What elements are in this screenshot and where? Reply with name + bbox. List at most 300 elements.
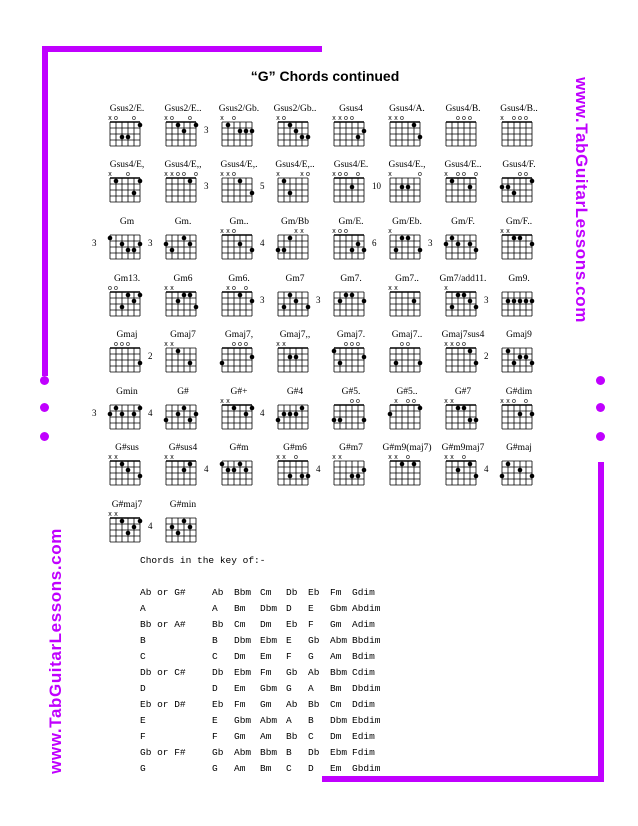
fretboard-grid — [162, 284, 202, 320]
chord-name: Gmaj7,, — [279, 330, 311, 340]
finger-dot — [500, 474, 505, 479]
key-chord: Gm — [234, 731, 246, 742]
chord-diagram — [260, 160, 320, 206]
fretboard-grid — [386, 397, 426, 433]
finger-dot — [120, 242, 125, 247]
chord-diagram — [326, 387, 376, 433]
open-string-mark: o — [114, 285, 118, 292]
chord-name: Gsus4/F. — [502, 160, 536, 170]
finger-dot — [238, 179, 243, 184]
muted-string-mark: x — [338, 454, 342, 461]
muted-string-mark: x — [332, 454, 336, 461]
fretboard-grid — [106, 284, 146, 320]
fretboard-grid — [162, 227, 202, 263]
chord-name: Gsus2/E.. — [164, 104, 202, 114]
key-chord: G — [286, 683, 292, 694]
fretboard-grid — [386, 284, 426, 320]
chord-diagram — [316, 274, 376, 320]
key-chord: E — [308, 603, 314, 614]
fretboard-grid — [218, 397, 258, 433]
finger-dot — [188, 418, 193, 423]
chord-diagram — [260, 217, 320, 263]
chord-name: G#m — [229, 443, 249, 453]
open-string-mark: o — [406, 454, 410, 461]
key-chord: Db — [286, 587, 298, 598]
finger-dot — [294, 412, 299, 417]
fretboard-grid — [330, 227, 370, 263]
open-string-mark: o — [350, 115, 354, 122]
open-string-mark: o — [400, 341, 404, 348]
key-chord: Gbm — [330, 603, 348, 614]
key-chord: Fm — [330, 587, 342, 598]
open-string-mark: o — [194, 171, 198, 178]
chord-diagram — [316, 443, 376, 489]
chord-diagram — [428, 217, 488, 263]
open-string-mark: o — [524, 115, 528, 122]
key-row — [140, 697, 396, 713]
finger-dot — [164, 242, 169, 247]
finger-dot — [474, 305, 479, 310]
chord-name: G#7 — [454, 387, 472, 397]
finger-dot — [138, 406, 143, 411]
fretboard-grid — [498, 397, 538, 433]
finger-dot — [232, 406, 237, 411]
finger-dot — [138, 179, 143, 184]
finger-dot — [126, 293, 131, 298]
key-chord: D — [286, 603, 292, 614]
key-chord: Bb — [286, 731, 298, 742]
key-row — [140, 585, 396, 601]
muted-string-mark: x — [500, 115, 504, 122]
finger-dot — [238, 293, 243, 298]
key-chord: Cm — [260, 587, 272, 598]
finger-dot — [182, 293, 187, 298]
finger-dot — [238, 242, 243, 247]
open-string-mark: o — [232, 171, 236, 178]
finger-dot — [194, 123, 199, 128]
chord-name: Gsus4/B.. — [500, 104, 538, 114]
key-chord: Dm — [330, 731, 342, 742]
finger-dot — [456, 242, 461, 247]
fretboard-grid — [442, 284, 482, 320]
key-chord: Bm — [260, 763, 272, 774]
finger-dot — [126, 135, 131, 140]
chord-diagram — [260, 274, 320, 320]
open-string-mark: o — [344, 115, 348, 122]
finger-dot — [226, 123, 231, 128]
fretboard-grid — [442, 114, 482, 150]
finger-dot — [288, 123, 293, 128]
fret-number: 4 — [148, 408, 153, 418]
chord-name: Gm7 — [285, 274, 305, 284]
key-chord: Fm — [260, 667, 272, 678]
finger-dot — [518, 299, 523, 304]
finger-dot — [450, 305, 455, 310]
chord-name: G#maj7 — [111, 500, 143, 510]
chord-diagram — [270, 104, 320, 150]
finger-dot — [412, 299, 417, 304]
finger-dot — [518, 355, 523, 360]
chord-name: Gm6 — [173, 274, 193, 284]
key-chord: C — [286, 763, 292, 774]
fretboard-grid — [498, 340, 538, 376]
chord-diagram — [92, 217, 152, 263]
muted-string-mark: x — [388, 228, 392, 235]
key-chord: Gb — [308, 635, 320, 646]
muted-string-mark: x — [170, 171, 174, 178]
key-chord: Edim — [352, 731, 375, 742]
finger-dot — [120, 305, 125, 310]
fret-number: 4 — [484, 464, 489, 474]
fret-number: 3 — [316, 295, 321, 305]
key-chord: E — [212, 715, 218, 726]
open-string-mark: o — [232, 228, 236, 235]
finger-dot — [468, 349, 473, 354]
finger-dot — [356, 474, 361, 479]
open-string-mark: o — [344, 171, 348, 178]
muted-string-mark: x — [114, 454, 118, 461]
finger-dot — [194, 412, 199, 417]
open-string-mark: o — [412, 398, 416, 405]
key-name: Gb or F# — [140, 747, 186, 758]
key-name: A — [140, 603, 146, 614]
chord-diagram — [158, 104, 208, 150]
chord-diagram — [148, 217, 208, 263]
open-string-mark: o — [126, 171, 130, 178]
finger-dot — [282, 305, 287, 310]
muted-string-mark: x — [226, 228, 230, 235]
open-string-mark: o — [462, 115, 466, 122]
open-string-mark: o — [406, 341, 410, 348]
dot-left-2 — [40, 403, 49, 412]
finger-dot — [120, 412, 125, 417]
open-string-mark: o — [524, 398, 528, 405]
chord-diagram — [102, 160, 152, 206]
finger-dot — [300, 474, 305, 479]
fretboard-grid — [274, 170, 314, 206]
key-chord: B — [286, 747, 292, 758]
key-chord: Ddim — [352, 699, 375, 710]
chord-diagram — [102, 104, 152, 150]
open-string-mark: o — [456, 171, 460, 178]
frame-bar-right — [598, 462, 604, 782]
open-string-mark: o — [474, 171, 478, 178]
key-chord: Abdim — [352, 603, 381, 614]
key-chord: Dbm — [330, 715, 348, 726]
key-name: B — [140, 635, 146, 646]
finger-dot — [176, 299, 181, 304]
key-chord: Fdim — [352, 747, 375, 758]
chord-name: G#min — [169, 500, 197, 510]
finger-dot — [108, 412, 113, 417]
finger-dot — [220, 462, 225, 467]
finger-dot — [120, 519, 125, 524]
open-string-mark: o — [344, 228, 348, 235]
finger-dot — [250, 299, 255, 304]
finger-dot — [450, 179, 455, 184]
key-row — [140, 601, 396, 617]
finger-dot — [388, 412, 393, 417]
muted-string-mark: x — [164, 285, 168, 292]
open-string-mark: o — [182, 171, 186, 178]
fretboard-grid — [274, 227, 314, 263]
finger-dot — [412, 462, 417, 467]
site-url-left: www.TabGuitarLessons.com — [46, 528, 65, 774]
fretboard-grid — [330, 397, 370, 433]
finger-dot — [306, 305, 311, 310]
key-chord: Gbm — [260, 683, 278, 694]
finger-dot — [524, 355, 529, 360]
chord-name: Gmaj7. — [336, 330, 366, 340]
dot-right-2 — [596, 403, 605, 412]
finger-dot — [362, 468, 367, 473]
chord-diagram — [382, 104, 432, 150]
key-name: G — [140, 763, 146, 774]
finger-dot — [456, 406, 461, 411]
key-name: Eb or D# — [140, 699, 186, 710]
finger-dot — [412, 123, 417, 128]
fretboard-grid — [162, 170, 202, 206]
fretboard-grid — [498, 227, 538, 263]
chord-name: Gmaj7, — [224, 330, 254, 340]
open-string-mark: o — [232, 341, 236, 348]
finger-dot — [138, 242, 143, 247]
fretboard-grid — [330, 453, 370, 489]
finger-dot — [362, 299, 367, 304]
finger-dot — [250, 248, 255, 253]
fret-number: 2 — [484, 351, 489, 361]
key-name: Db or C# — [140, 667, 186, 678]
muted-string-mark: x — [220, 398, 224, 405]
fretboard-grid — [386, 340, 426, 376]
open-string-mark: o — [468, 115, 472, 122]
open-string-mark: o — [170, 115, 174, 122]
chord-name: Gmaj9 — [506, 330, 532, 340]
finger-dot — [474, 361, 479, 366]
key-chord: G — [212, 763, 218, 774]
chord-name: Gm9. — [508, 274, 530, 284]
muted-string-mark: x — [220, 228, 224, 235]
fretboard-grid — [162, 114, 202, 150]
chord-name: Gsus4/E. — [333, 160, 369, 170]
open-string-mark: o — [524, 171, 528, 178]
key-name: E — [140, 715, 146, 726]
key-chord: Bbm — [260, 747, 278, 758]
finger-dot — [506, 462, 511, 467]
chord-diagram — [148, 330, 208, 376]
finger-dot — [276, 418, 281, 423]
key-chord: G — [308, 651, 314, 662]
open-string-mark: o — [518, 171, 522, 178]
chord-diagram — [148, 500, 208, 546]
finger-dot — [462, 406, 467, 411]
muted-string-mark: x — [300, 228, 304, 235]
frame-bar-left — [42, 46, 48, 376]
fretboard-grid — [274, 114, 314, 150]
finger-dot — [250, 129, 255, 134]
open-string-mark: o — [126, 341, 130, 348]
key-chord: Em — [330, 763, 342, 774]
fretboard-grid — [218, 453, 258, 489]
finger-dot — [188, 462, 193, 467]
fretboard-grid — [442, 340, 482, 376]
fretboard-grid — [274, 453, 314, 489]
key-row — [140, 761, 396, 777]
open-string-mark: o — [356, 341, 360, 348]
chord-name: G#5.. — [396, 387, 418, 397]
key-chord: Bm — [330, 683, 342, 694]
finger-dot — [394, 361, 399, 366]
finger-dot — [176, 349, 181, 354]
frame-bar-top — [42, 46, 322, 52]
key-name: F — [140, 731, 146, 742]
finger-dot — [400, 236, 405, 241]
key-chord: Gm — [330, 619, 342, 630]
key-chord: Cm — [234, 619, 246, 630]
finger-dot — [468, 185, 473, 190]
fret-number: 3 — [92, 408, 97, 418]
finger-dot — [176, 531, 181, 536]
chord-diagram — [326, 330, 376, 376]
muted-string-mark: x — [506, 398, 510, 405]
fretboard-grid — [442, 227, 482, 263]
dot-left-1 — [40, 376, 49, 385]
chord-diagram — [438, 160, 488, 206]
finger-dot — [238, 129, 243, 134]
chord-name: Gmaj7sus4 — [441, 330, 485, 340]
chord-name: Gm/Bb — [281, 217, 309, 227]
muted-string-mark: x — [170, 454, 174, 461]
muted-string-mark: x — [444, 398, 448, 405]
chord-name: Gm/Eb. — [392, 217, 422, 227]
finger-dot — [176, 412, 181, 417]
open-string-mark: o — [120, 341, 124, 348]
fretboard-grid — [386, 114, 426, 150]
key-chord: Abm — [234, 747, 252, 758]
key-chord: Gdim — [352, 587, 375, 598]
open-string-mark: o — [350, 398, 354, 405]
chord-diagram — [484, 330, 544, 376]
fretboard-grid — [386, 170, 426, 206]
finger-dot — [306, 474, 311, 479]
site-url-right: www.TabGuitarLessons.com — [572, 77, 591, 323]
fretboard-grid — [106, 170, 146, 206]
finger-dot — [456, 468, 461, 473]
finger-dot — [288, 191, 293, 196]
finger-dot — [332, 349, 337, 354]
key-chord: Dm — [234, 651, 246, 662]
chord-diagram — [158, 160, 208, 206]
finger-dot — [506, 349, 511, 354]
key-row — [140, 665, 396, 681]
finger-dot — [468, 418, 473, 423]
fretboard-grid — [498, 170, 538, 206]
fretboard-grid — [218, 227, 258, 263]
chord-name: Gsus2/Gb.. — [273, 104, 317, 114]
finger-dot — [114, 406, 119, 411]
finger-dot — [512, 191, 517, 196]
chord-name: Gm/E. — [338, 217, 364, 227]
finger-dot — [132, 412, 137, 417]
finger-dot — [170, 525, 175, 530]
finger-dot — [170, 248, 175, 253]
open-string-mark: o — [350, 341, 354, 348]
chord-name: Gsus4/E., — [388, 160, 426, 170]
key-chord: Ab — [286, 699, 298, 710]
finger-dot — [400, 462, 405, 467]
key-chord: Ebdim — [352, 715, 381, 726]
open-string-mark: o — [400, 115, 404, 122]
fret-number: 4 — [148, 521, 153, 531]
open-string-mark: o — [188, 115, 192, 122]
chord-name: Gmaj7 — [170, 330, 196, 340]
chord-name: G#4 — [286, 387, 304, 397]
muted-string-mark: x — [394, 398, 398, 405]
open-string-mark: o — [238, 341, 242, 348]
fretboard-grid — [442, 397, 482, 433]
muted-string-mark: x — [164, 171, 168, 178]
key-chord: Gbdim — [352, 763, 381, 774]
muted-string-mark: x — [500, 398, 504, 405]
finger-dot — [176, 123, 181, 128]
finger-dot — [114, 179, 119, 184]
muted-string-mark: x — [226, 171, 230, 178]
muted-string-mark: x — [388, 171, 392, 178]
muted-string-mark: x — [226, 285, 230, 292]
key-chord: Bbdim — [352, 635, 381, 646]
chord-diagram — [494, 387, 544, 433]
finger-dot — [132, 248, 137, 253]
chord-name: Gsus2/E. — [109, 104, 145, 114]
finger-dot — [120, 462, 125, 467]
muted-string-mark: x — [170, 285, 174, 292]
key-table — [140, 553, 396, 777]
fretboard-grid — [330, 340, 370, 376]
chord-name: Gsus4/E.. — [444, 160, 482, 170]
key-chord: Bbm — [234, 587, 252, 598]
finger-dot — [188, 361, 193, 366]
fretboard-grid — [498, 453, 538, 489]
finger-dot — [282, 179, 287, 184]
fretboard-grid — [218, 340, 258, 376]
open-string-mark: o — [282, 115, 286, 122]
chord-diagram — [382, 443, 432, 489]
finger-dot — [188, 293, 193, 298]
finger-dot — [250, 406, 255, 411]
key-chord: Bdim — [352, 651, 375, 662]
finger-dot — [138, 361, 143, 366]
fretboard-grid — [498, 284, 538, 320]
key-row — [140, 633, 396, 649]
finger-dot — [306, 135, 311, 140]
key-chord: F — [212, 731, 218, 742]
key-row — [140, 745, 396, 761]
key-chord: B — [212, 635, 218, 646]
finger-dot — [362, 129, 367, 134]
finger-dot — [512, 299, 517, 304]
chord-diagram — [438, 330, 488, 376]
finger-dot — [300, 135, 305, 140]
finger-dot — [282, 412, 287, 417]
finger-dot — [338, 361, 343, 366]
muted-string-mark: x — [394, 115, 398, 122]
finger-dot — [244, 129, 249, 134]
finger-dot — [126, 531, 131, 536]
chord-name: Gm — [119, 217, 135, 227]
key-chord: C — [212, 651, 218, 662]
key-chord: Ebm — [260, 635, 278, 646]
muted-string-mark: x — [444, 454, 448, 461]
